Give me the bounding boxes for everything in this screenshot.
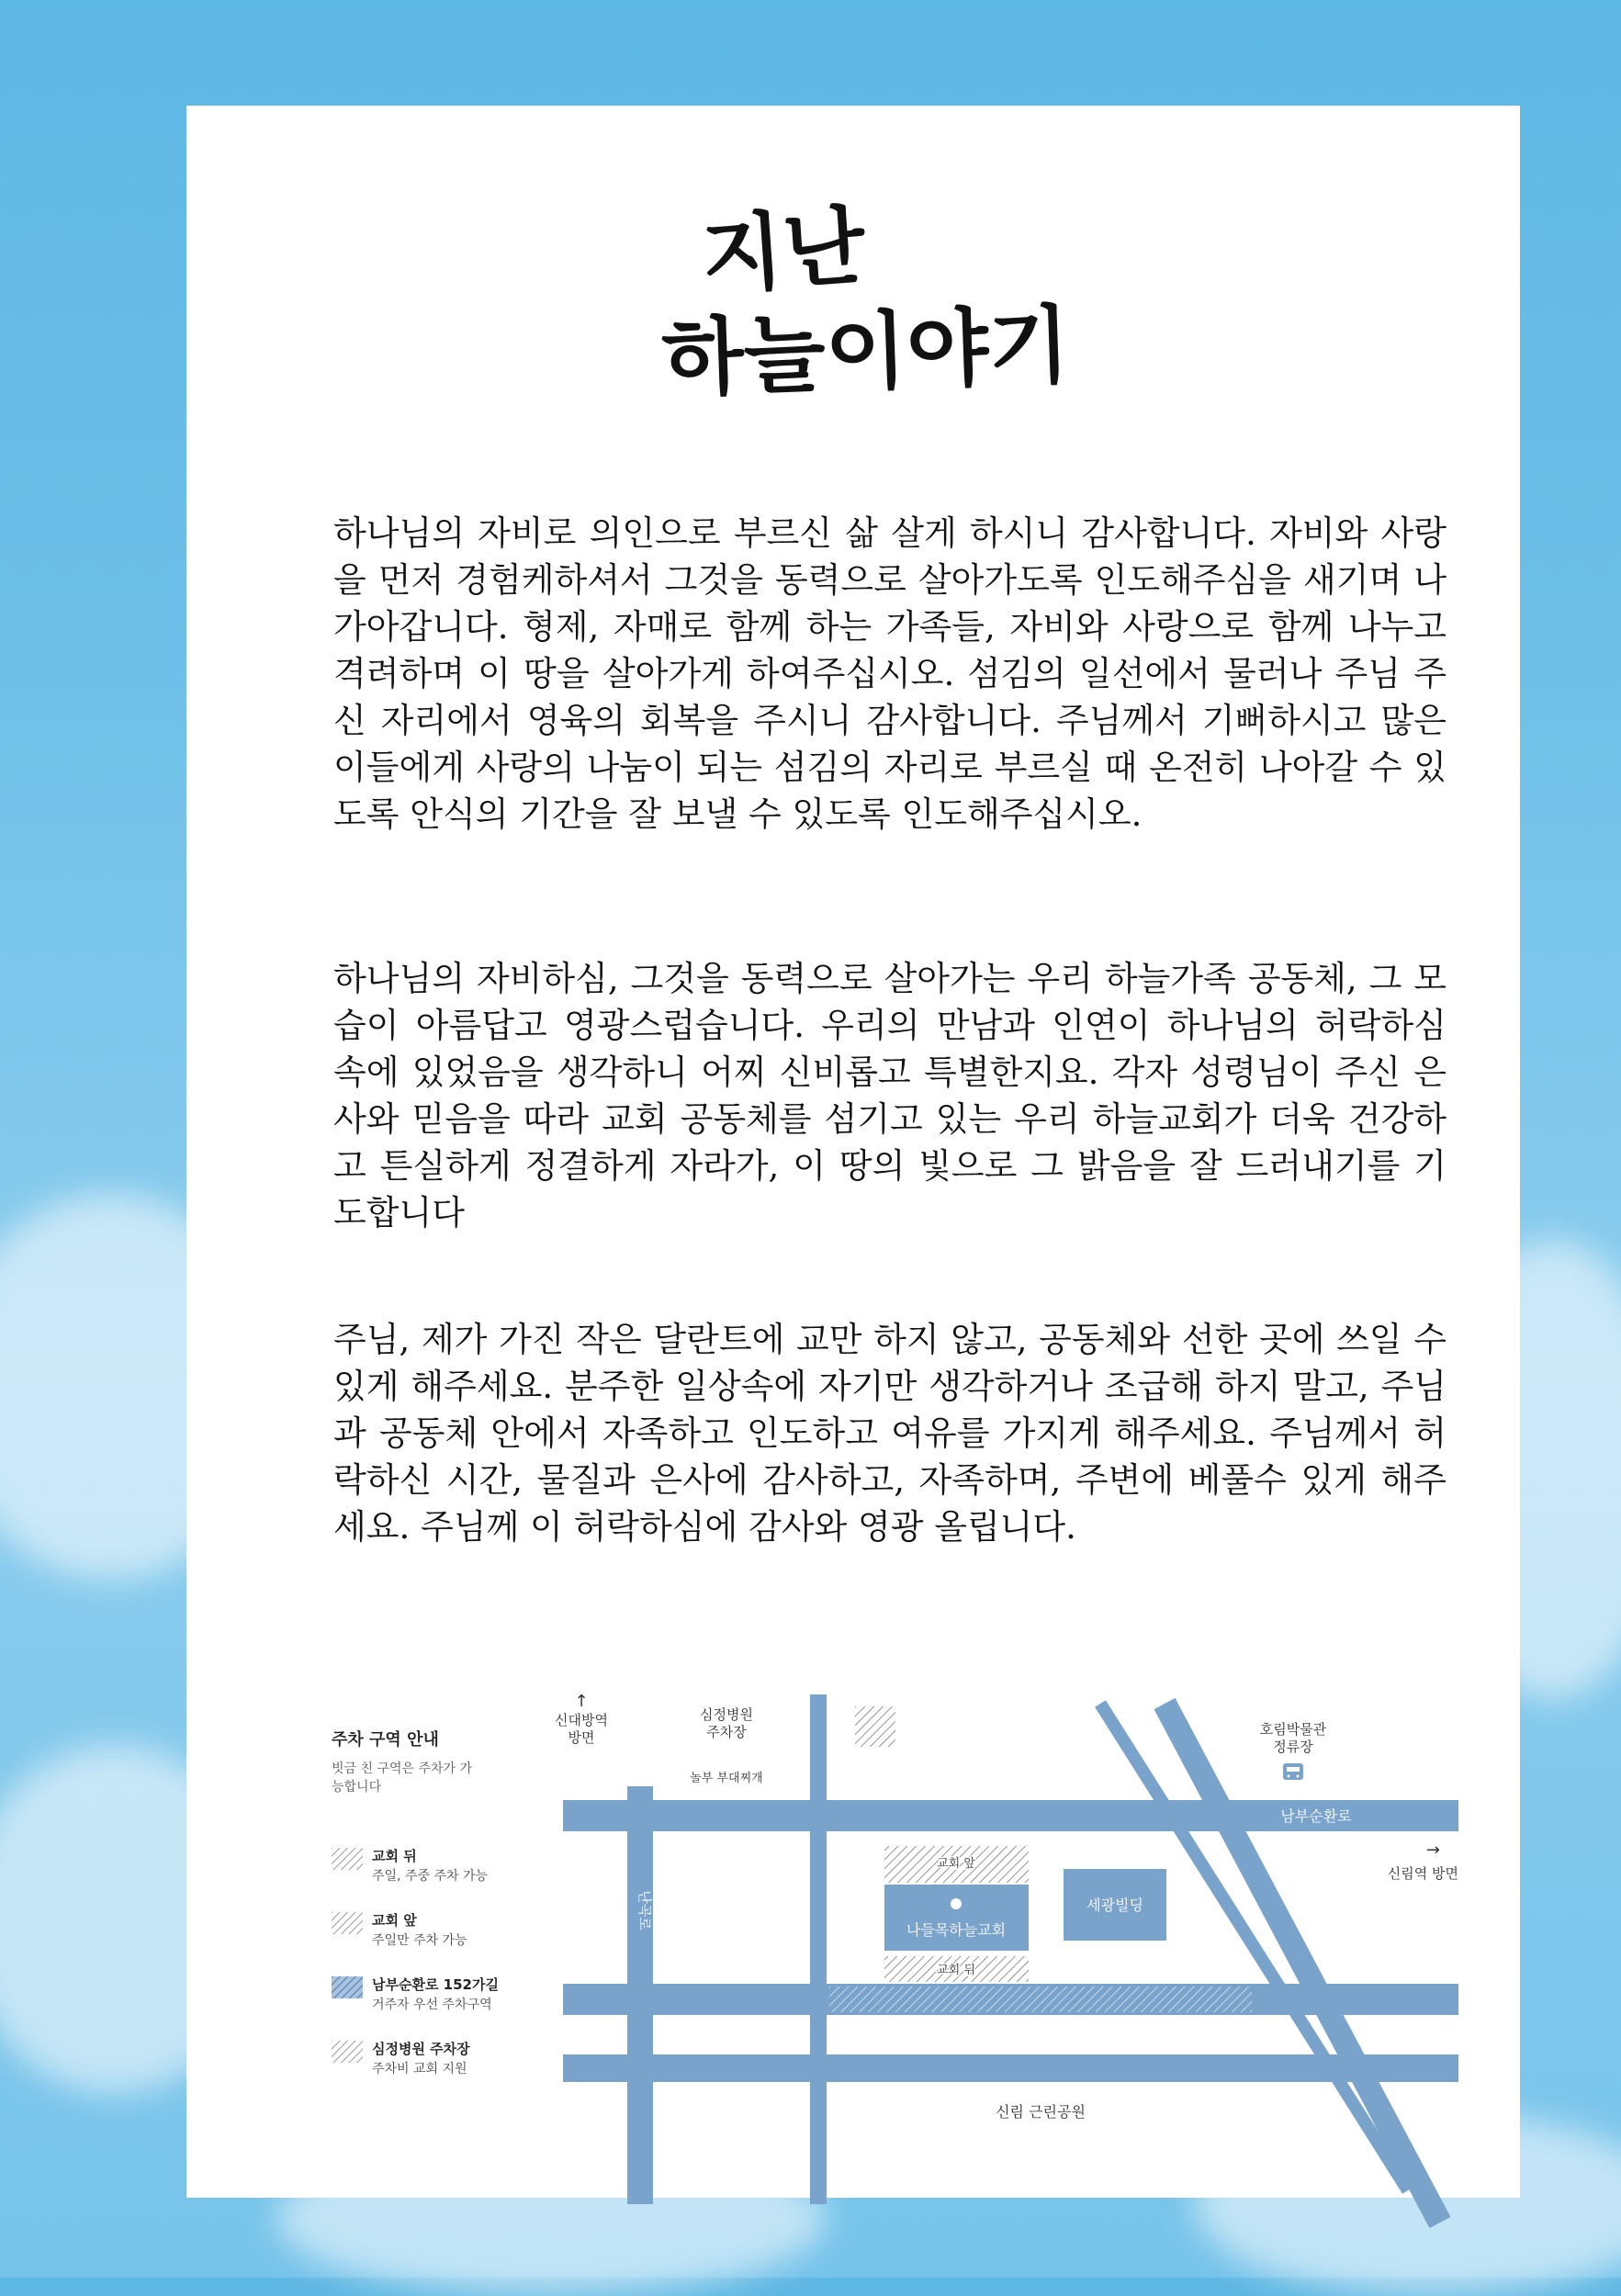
legend-item-title: 심정병원 주차장 [372, 2041, 470, 2057]
title-line-1: 지난 [698, 196, 869, 307]
church-marker [951, 1898, 962, 1909]
legend-item-title: 교회 뒤 [372, 1848, 417, 1864]
paragraph-1: 하나님의 자비로 의인으로 부르신 삶 살게 하시니 감사합니다. 자비와 사랑을 먼저 경험케하셔서 그것을 동력으로 살아가도록 인도해주심을 새기며 나가아갑니다. 형제, 자매로 함께 하는 가족들, 자비와 사랑으로 함께 나누고 격려하며 이 땅을 살아가게 하여주십시오. 섬김의 일선에서 물러나 주님 주신 자리에서 영육의 회복을 주시니 감사합니다. 주님께서 기뻐하시고 많은 이들에게 사랑의 나눔이 되는 섬김의 자리로 부르실 때 온전히 나아갈 수 있도록 안식의 기간을 잘 보낼 수 있도록 인도해주십시오. [333, 513, 1447, 834]
parking-zone-resident [829, 1986, 1252, 2012]
church-building [884, 1885, 1029, 1951]
nambu-road-label: 남부순환로 [1280, 1807, 1352, 1825]
legend-item-church-front [332, 1910, 552, 1965]
road-diagonal-2 [1100, 1704, 1408, 2190]
calligraphy-title [186, 106, 1520, 436]
parking-zone-hospital [855, 1706, 895, 1747]
restaurant-label: 놀부 부대찌개 [690, 1772, 763, 1785]
museum-label: 호림박물관 [1259, 1721, 1327, 1738]
legend-item-title: 교회 앞 [372, 1912, 417, 1929]
legend-item-desc: 주일만 주차 가능 [372, 1933, 467, 1948]
church-back-label: 교회 뒤 [937, 1964, 975, 1977]
church-label: 나들목하늘교회 [906, 1921, 1007, 1939]
building-label: 세광빌딩 [1086, 1896, 1143, 1914]
sindaebang-label: 신대방역 [555, 1712, 608, 1728]
sindaebang-direction-label: 방면 [568, 1729, 595, 1746]
legend-item-desc: 주차비 교회 지원 [372, 2062, 467, 2077]
paragraph-2: 하나님의 자비하심, 그것을 동력으로 살아가는 우리 하늘가족 공동체, 그 모습이 아름답고 영광스럽습니다. 우리의 만남과 인연이 하나님의 허락하심 속에 있었음을 생각하니 어찌 신비롭고 특별한지요. 각자 성령님이 주신 은사와 믿음을 따라 교회 공동체를 섬기고 있는 우리 하늘교회가 더욱 건강하고 튼실하게 정결하게 자라가, 이 땅의 빛으로 그 밝음을 잘 드러내기를 기도합니다 [333, 959, 1447, 1232]
legend-item-desc: 주일, 주중 주차 가능 [372, 1869, 488, 1884]
hospital-label: 심정병원 [700, 1706, 753, 1723]
arrow-up-label: ↑ [574, 1692, 589, 1711]
road-vertical-mid [810, 1694, 827, 2204]
street-map [554, 1681, 1472, 2232]
parking-legend [315, 1681, 554, 2232]
title-line-2: 하늘이야기 [660, 296, 1072, 409]
sillim-station-label: 신림역 방면 [1387, 1865, 1458, 1882]
arrow-right-label: → [1425, 1840, 1440, 1860]
legend-note: 빗금 친 구역은 주차가 가능합니다 [332, 1761, 473, 1795]
legend-heading: 주차 구역 안내 [332, 1730, 439, 1750]
bus-stop-label: 정류장 [1273, 1739, 1313, 1755]
legend-item-title: 남부순환로 152가길 [372, 1976, 499, 1993]
paper-sheet [186, 106, 1520, 2198]
legend-item-desc: 거주자 우선 주차구역 [372, 1998, 492, 2012]
hatch-swatch-blue [332, 1976, 363, 1998]
hatch-swatch [332, 1912, 363, 1934]
hatch-swatch [332, 1848, 363, 1870]
legend-item-resident-parking [332, 1975, 552, 2030]
hospital-parking-label: 주차장 [706, 1724, 747, 1740]
legend-item-church-back [332, 1846, 552, 1901]
nangok-road-label: 난곡로 [636, 1890, 653, 1930]
bus-icon [1283, 1763, 1303, 1780]
legend-item-hospital-parking [332, 2039, 552, 2094]
hatch-swatch [332, 2041, 363, 2063]
parking-map [315, 1681, 1472, 2232]
road-diagonal [1165, 1704, 1440, 2223]
road-nangok [627, 1786, 653, 2204]
church-front-label: 교회 앞 [937, 1857, 975, 1871]
park-label: 신림 근린공원 [996, 2103, 1086, 2121]
paragraph-3: 주님, 제가 가진 작은 달란트에 교만 하지 않고, 공동체와 선한 곳에 쓰일 수 있게 해주세요. 분주한 일상속에 자기만 생각하거나 조급해 하지 말고, 주님과 공동체 안에서 자족하고 인도하고 여유를 가지게 해주세요. 주님께서 허락하신 시간, 물질과 은사에 감사하고, 자족하며, 주변에 베풀수 있게 해주세요. 주님께 이 허락하심에 감사와 영광 올립니다. [333, 1320, 1447, 1547]
